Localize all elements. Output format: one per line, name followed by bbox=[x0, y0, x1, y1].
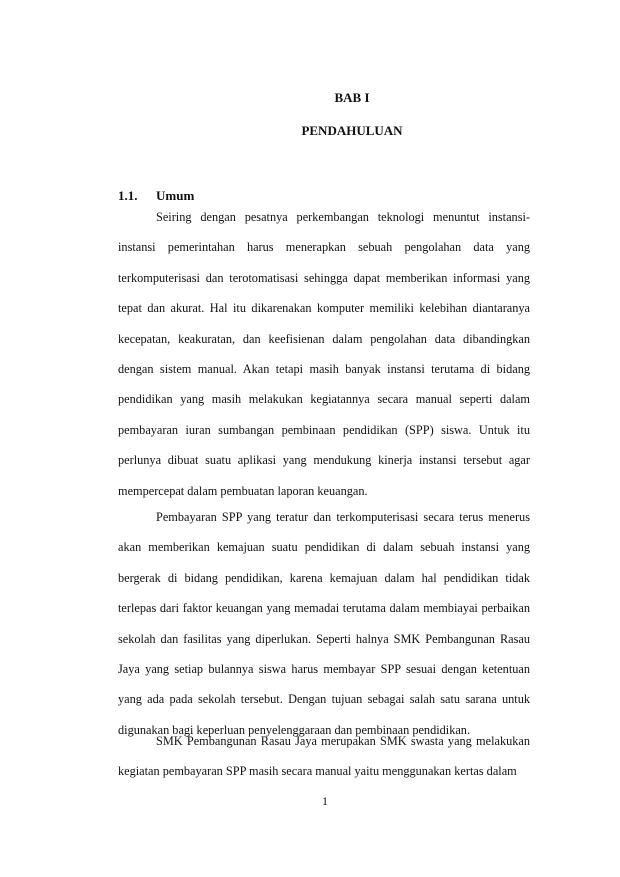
chapter-title: PENDAHULUAN bbox=[301, 123, 403, 138]
paragraph: Pembayaran SPP yang teratur dan terkomputerisasi secara terus menerus akan memberikan kemajuan suatu pendidikan di dalam sebuah instansi yang bergerak di bidang pendidikan, karena kemajuan dalam hal pendidikan tidak terlepas dari faktor keuangan yang memadai terutama dalam membiayai perbaikan sekolah dan fasilitas yang diperlukan. Seperti halnya SMK Pembangunan Rasau Jaya yang setiap bulannya siswa harus membayar SPP sesuai dengan ketentuan yang ada pada sekolah tersebut. Dengan tujuan sebagai salah satu sarana untuk digunakan bagi keperluan penyelenggaraan dan pembinaan pendidikan. bbox=[118, 510, 530, 737]
paragraph-3-block bbox=[118, 726, 530, 787]
page-number: 1 bbox=[322, 794, 328, 808]
paragraph-1-block bbox=[118, 202, 530, 506]
chapter-number: BAB I bbox=[334, 90, 370, 105]
section-title: Umum bbox=[156, 188, 195, 203]
paragraph: SMK Pembangunan Rasau Jaya merupakan SMK swasta yang melakukan kegiatan pembayaran SPP masih secara manual yaitu menggunakan kertas dalam bbox=[118, 734, 530, 779]
paragraph: Seiring dengan pesatnya perkembangan teknologi menuntut instansi-instansi pemerintahan harus menerapkan sebuah pengolahan data yang terkomputerisasi dan terotomatisasi sehingga dapat memberikan informasi yang tepat dan akurat. Hal itu dikarenakan komputer memiliki kelebihan diantaranya kecepatan, keakuratan, dan keefisienan dalam pengolahan data dibandingkan dengan sistem manual. Akan tetapi masih banyak instansi terutama di bidang pendidikan yang masih melakukan kegiatannya secara manual seperti dalam pembayaran iuran sumbangan pembinaan pendidikan (SPP) siswa. Untuk itu perlunya dibuat suatu aplikasi yang mendukung kinerja instansi tersebut agar mempercepat dalam pembuatan laporan keuangan. bbox=[118, 210, 530, 498]
paragraph-2-block bbox=[118, 502, 530, 745]
section-number: 1.1. bbox=[118, 188, 138, 203]
